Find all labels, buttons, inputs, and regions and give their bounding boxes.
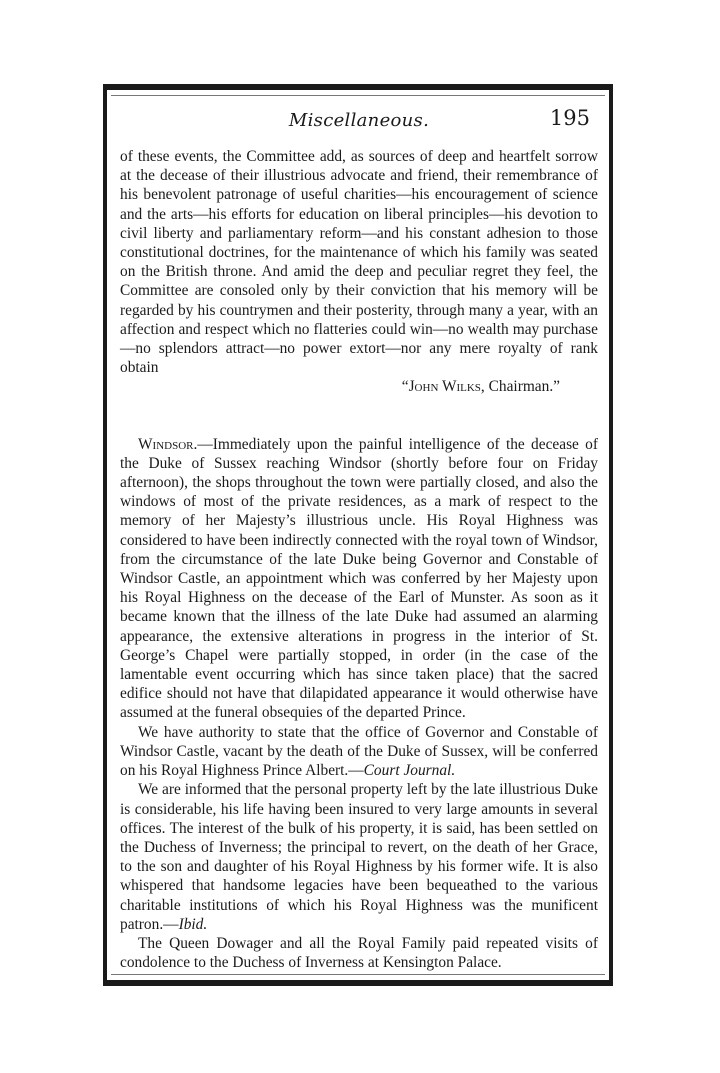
windsor-paragraph bbox=[120, 435, 598, 723]
windsor-heading: Windsor. bbox=[138, 435, 198, 453]
committee-paragraph: of these events, the Committee add, as sources of deep and heartfelt sorrow at the decease of their illustrious advocate and friend, their remembrance of his benevolent patronage of useful charities—his encouragement of science and the arts—his efforts for education on liberal principles—his devotion to civil liberty and parliamentary reform—and his constant adhesion to those constitutional doctrines, for the maintenance of which his family was seated on the British throne. And amid the deep and peculiar regret they feel, the Committee are consoled only by their conviction that his memory will be regarded by his countrymen and their posterity, through many a year, with an affection and respect which no flatteries could win—no wealth may purchase—no splendors attract—no power extort—nor any mere royalty of rank obtain bbox=[120, 148, 598, 377]
page-body bbox=[120, 147, 598, 972]
property-text: We are informed that the personal property left by the late illustrious Duke is considerable, his life having been insured to very large amounts in several offices. The interest of the bulk of his property, it is said, has been settled on the Duchess of Inverness; the principal to revert, on the death of her Grace, to the son and daughter of his Royal Highness by his former wife. It is also whispered that handsome legacies have been bequeathed to the various charitable institutions of which his Royal Highness was the munificent patron.— bbox=[120, 781, 598, 933]
page-number: 195 bbox=[549, 106, 590, 130]
condolence-paragraph: The Queen Dowager and all the Royal Family paid repeated visits of condolence to the Duchess of Inverness at Kensington Palace. bbox=[120, 934, 598, 972]
running-title: Miscellaneous. bbox=[288, 110, 430, 131]
page-header bbox=[120, 104, 598, 138]
signature-title: Chairman.” bbox=[484, 378, 560, 396]
section-gap bbox=[120, 397, 598, 435]
governor-source: Court Journal. bbox=[363, 762, 456, 780]
property-source: Ibid. bbox=[178, 915, 208, 933]
windsor-text: —Immediately upon the painful intelligence of the decease of the Duke of Sussex reaching Windsor (shortly before four on Friday afternoon), the shops throughout the town were partially closed, and also the windows of most of the private residences, as a mark of respect to the memory of her Majesty’s illustrious uncle. His Royal Highness was considered to have been indirectly connected with the royal town of Windsor, from the circumstance of the late Duke being Governor and Constable of Windsor Castle, an appointment which was conferred by her Majesty upon his Royal Highness on the decease of the Earl of Munster. As soon as it became known that the illness of the late Duke had assumed an alarming appearance, the extensive alterations in progress in the interior of St. George’s Chapel were partially stopped, in order (in the case of the lamentable event occurring which has since taken place) that the sacred edifice should not have that dilapidated appearance it would otherwise have assumed at the funeral obsequies of the departed Prince. bbox=[120, 435, 598, 722]
governor-text: We have authority to state that the office of Governor and Constable of Windsor Castle, vacant by the death of the Duke of Sussex, will be conferred on his Royal Highness Prince Albert.— bbox=[120, 723, 598, 780]
signature-name: “John Wilks, bbox=[401, 378, 485, 396]
governor-paragraph bbox=[120, 723, 598, 781]
property-paragraph bbox=[120, 780, 598, 934]
signature-line bbox=[120, 377, 598, 396]
